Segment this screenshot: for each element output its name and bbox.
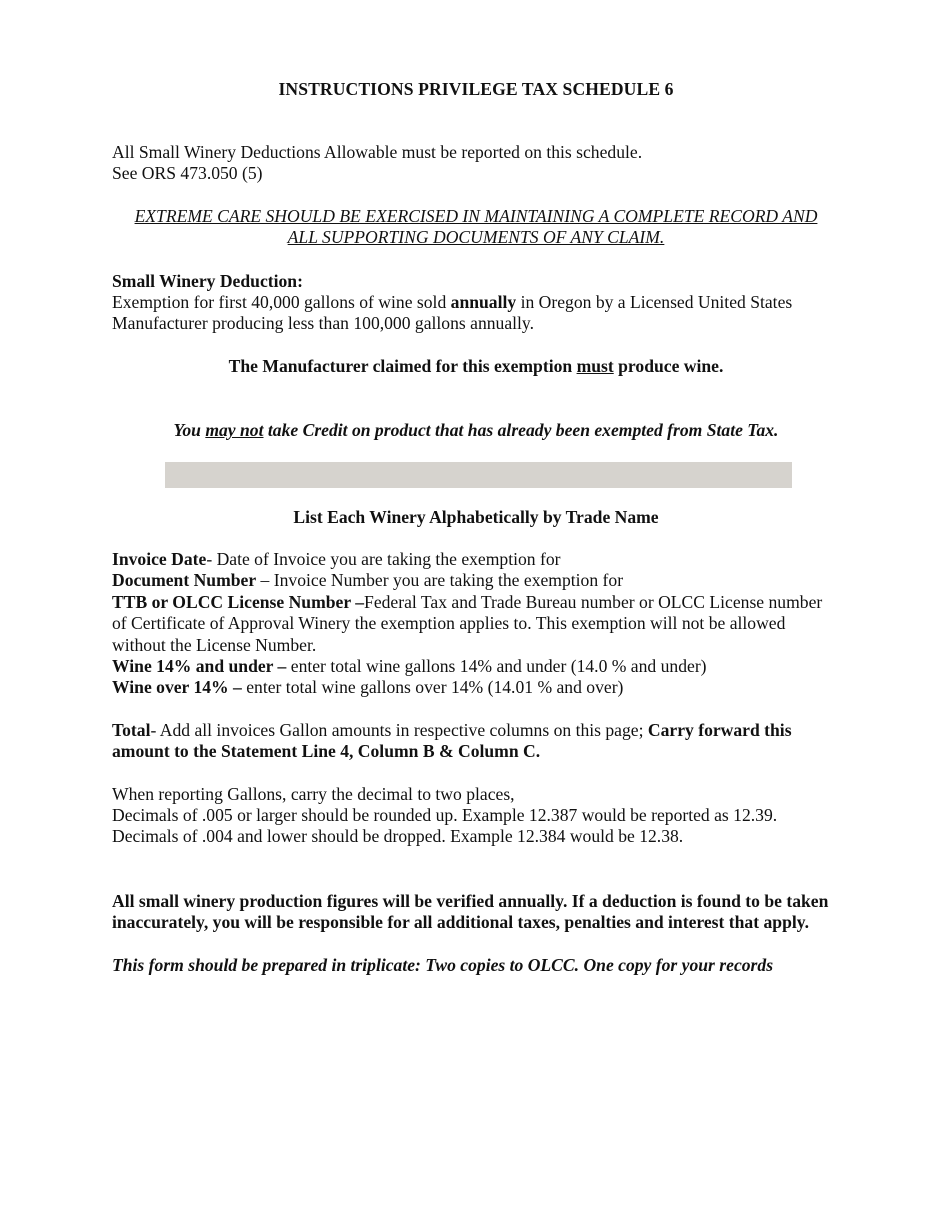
gallons-line-2: Decimals of .005 or larger should be rounded up. Example 12.387 would be reported as 12.39.: [112, 805, 778, 826]
total-bold-tail: Carry forward this amount to the Statement Line 4, Column B & Column C.: [112, 719, 792, 762]
must-produce-notice: [112, 356, 840, 377]
intro-line-1: All Small Winery Deductions Allowable must be reported on this schedule.: [112, 142, 643, 162]
definition-desc: – Invoice Number you are taking the exemption for: [256, 570, 624, 591]
small-winery-text-before: Exemption for first 40,000 gallons of wine sold: [112, 292, 451, 313]
definition-term: Wine over 14% –: [112, 677, 242, 698]
total-paragraph: [112, 720, 840, 763]
must-notice-underlined: must: [576, 355, 614, 376]
must-notice-before: The Manufacturer claimed for this exemption: [228, 355, 577, 376]
definition-term: Invoice Date: [112, 549, 207, 569]
total-desc: - Add all invoices Gallon amounts in respective columns on this page;: [150, 719, 648, 740]
small-winery-heading: Small Winery Deduction:: [112, 270, 303, 291]
gallons-line-1: When reporting Gallons, carry the decimal to two places,: [112, 783, 515, 804]
care-notice-line-1: EXTREME CARE SHOULD BE EXERCISED IN MAINTAINING A COMPLETE RECORD AND: [134, 205, 818, 226]
definition-term: Wine 14% and under –: [112, 656, 287, 677]
small-winery-text-bold: annually: [450, 292, 517, 313]
total-term: Total: [112, 719, 151, 740]
document-page: [112, 78, 840, 975]
intro-line-2: See ORS 473.050 (5): [112, 163, 263, 184]
verify-notice: All small winery production figures will be verified annually. If a deduction is found to be taken inaccurately, you will be responsible for all additional taxes, penalties and interest that apply.: [112, 890, 829, 933]
definition-desc: enter total wine gallons over 14% (14.01 % and over): [241, 677, 624, 698]
gallons-paragraph: [112, 784, 840, 848]
definition-item: [112, 549, 840, 699]
definition-desc: Federal Tax and Trade Bureau number or OLCC License number of Certificate of Approval Winery the exemption applies to. This exemption will not be allowed without the License Number.: [112, 591, 823, 655]
must-notice-after: produce wine.: [613, 355, 724, 376]
small-winery-text-after: in Oregon by a Licensed United States Manufacturer producing less than 100,000 gallons annually.: [112, 292, 793, 334]
definition-desc: - Date of Invoice you are taking the exemption for: [206, 549, 561, 569]
definition-desc: enter total wine gallons 14% and under (14.0 % and under): [286, 656, 707, 677]
credit-notice-underlined: may not: [205, 420, 264, 441]
definition-term: Document Number: [112, 570, 257, 591]
care-notice: [112, 206, 840, 249]
list-heading: List Each Winery Alphabetically by Trade Name: [293, 507, 659, 527]
credit-notice: [112, 420, 840, 441]
gallons-line-3: Decimals of .004 and lower should be dropped. Example 12.384 would be 12.38.: [112, 826, 684, 847]
definition-term: TTB or OLCC License Number –: [112, 591, 365, 612]
credit-notice-after: take Credit on product that has already been exempted from State Tax.: [263, 420, 779, 441]
page-title: INSTRUCTIONS PRIVILEGE TAX SCHEDULE 6: [278, 79, 674, 99]
triplicate-notice: This form should be prepared in triplicate: Two copies to OLCC. One copy for your records: [112, 954, 774, 975]
credit-notice-before: You: [173, 420, 206, 441]
grey-divider-bar: [165, 462, 792, 488]
intro-paragraph: [112, 142, 840, 185]
care-notice-line-2: ALL SUPPORTING DOCUMENTS OF ANY CLAIM.: [287, 227, 665, 248]
definitions-section: [112, 549, 840, 976]
small-winery-section: [112, 271, 840, 335]
